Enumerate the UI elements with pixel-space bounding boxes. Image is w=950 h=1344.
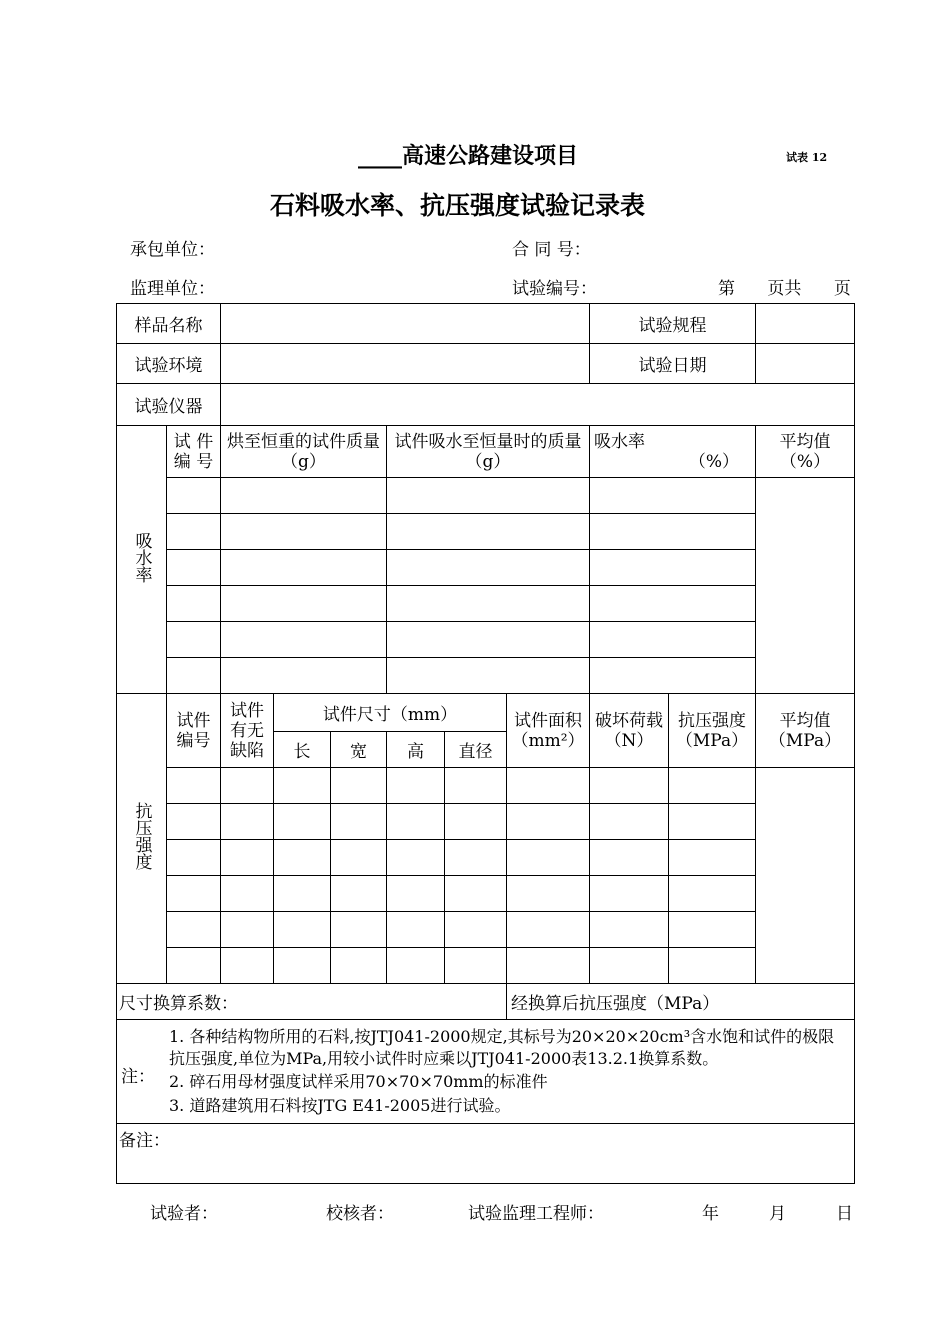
abs-cell[interactable] [387,622,590,658]
abs-cell[interactable] [387,514,590,550]
record-table [116,303,855,1184]
comp-cell[interactable] [167,840,221,876]
notes-body [169,1026,854,1118]
comp-col-strength: 抗压强度（MPa） [669,694,756,768]
comp-cell[interactable] [669,768,756,804]
size-factor-label: 尺寸换算系数： [117,984,507,1020]
absorption-section [117,426,167,694]
comp-cell[interactable] [387,768,445,804]
comp-col-hgt: 高 [387,732,445,768]
abs-col-rate [590,426,756,478]
abs-cell[interactable] [387,478,590,514]
comp-cell[interactable] [669,840,756,876]
abs-cell[interactable] [387,586,590,622]
compression-section [117,694,167,984]
comp-cell[interactable] [445,912,507,948]
day-label: 日 [836,1204,853,1224]
abs-cell[interactable] [221,514,387,550]
contractor-label: 承包单位： [130,240,215,260]
comp-col-id: 试件编号 [167,694,221,768]
compression-section-label: 抗压强度 [131,802,152,870]
abs-cell[interactable] [167,586,221,622]
abs-cell[interactable] [221,658,387,694]
comp-cell[interactable] [445,840,507,876]
month-label: 月 [769,1204,786,1224]
comp-cell[interactable] [274,948,331,984]
abs-cell[interactable] [221,478,387,514]
comp-cell[interactable] [590,804,669,840]
comp-cell[interactable] [590,768,669,804]
sample-name-value[interactable] [221,304,590,344]
tester-label: 试验者： [150,1204,218,1224]
comp-cell[interactable] [331,840,387,876]
project-name: 高速公路建设项目 [402,143,579,169]
comp-cell[interactable] [221,804,274,840]
comp-col-size: 试件尺寸（mm） [274,694,507,732]
comp-cell[interactable] [221,876,274,912]
abs-cell[interactable] [167,550,221,586]
comp-cell[interactable] [387,804,445,840]
test-env-value[interactable] [221,344,590,384]
comp-cell[interactable] [331,804,387,840]
abs-col-id: 试 件 编 号 [167,426,221,478]
comp-cell[interactable] [387,948,445,984]
comp-cell[interactable] [167,912,221,948]
comp-cell[interactable] [387,876,445,912]
abs-cell[interactable] [387,550,590,586]
abs-cell[interactable] [167,514,221,550]
year-label: 年 [702,1204,719,1224]
comp-cell[interactable] [167,804,221,840]
project-title [358,139,578,170]
test-date-value[interactable] [756,344,855,384]
abs-cell[interactable] [387,658,590,694]
abs-avg-cell[interactable] [756,478,855,694]
comp-cell[interactable] [590,876,669,912]
abs-cell[interactable] [590,514,756,550]
comp-cell[interactable] [387,840,445,876]
comp-col-load: 破坏荷载（N） [590,694,669,768]
abs-cell[interactable] [221,550,387,586]
comp-cell[interactable] [274,912,331,948]
comp-cell[interactable] [669,804,756,840]
comp-cell[interactable] [445,804,507,840]
abs-cell[interactable] [590,622,756,658]
comp-cell[interactable] [167,948,221,984]
test-instrument-value[interactable] [221,384,855,426]
page-label: 第 页共 页 [718,279,851,299]
absorption-section-label: 吸水率 [131,531,152,583]
comp-cell[interactable] [445,876,507,912]
supervisor-label: 监理单位： [130,279,215,299]
comp-col-len: 长 [274,732,331,768]
test-standard-value[interactable] [756,304,855,344]
comp-cell[interactable] [590,840,669,876]
test-standard-label: 试验规程 [590,304,756,344]
contract-no-label: 合 同 号： [512,240,591,260]
comp-avg-cell[interactable] [756,768,855,984]
test-no-label: 试验编号： [512,279,597,299]
abs-cell[interactable] [167,478,221,514]
supervisor-engineer-label: 试验监理工程师： [468,1204,604,1224]
comp-cell[interactable] [167,876,221,912]
comp-cell[interactable] [331,912,387,948]
abs-col-rate-label: 吸水率 [594,431,645,452]
comp-cell[interactable] [445,768,507,804]
comp-cell[interactable] [331,876,387,912]
notes-label: 注： [121,1067,155,1087]
comp-cell[interactable] [221,912,274,948]
comp-col-dia: 直径 [445,732,507,768]
comp-cell[interactable] [507,912,590,948]
form-code: 试表 12 [786,151,828,164]
abs-cell[interactable] [167,658,221,694]
converted-strength-label: 经换算后抗压强度（MPa） [507,984,855,1020]
abs-col-rate-unit: （%） [688,451,739,472]
abs-cell[interactable] [590,658,756,694]
comp-cell[interactable] [221,840,274,876]
comp-cell[interactable] [590,912,669,948]
remarks-cell[interactable] [117,1124,855,1184]
comp-cell[interactable] [590,948,669,984]
comp-cell[interactable] [274,804,331,840]
note-3: 3. 道路建筑用石料按JTG E41-2005进行试验。 [169,1095,511,1115]
note-2: 2. 碎石用母材强度试样采用70×70×70mm的标准件 [169,1071,548,1091]
abs-cell[interactable] [590,586,756,622]
comp-cell[interactable] [221,948,274,984]
abs-col-wet: 试件吸水至恒量时的质量（g） [387,426,590,478]
comp-cell[interactable] [331,948,387,984]
project-blank: ____ [358,143,402,169]
comp-col-defect: 试件有无缺陷 [221,694,274,768]
abs-col-avg: 平均值（%） [756,426,855,478]
comp-cell[interactable] [669,948,756,984]
comp-col-wid: 宽 [331,732,387,768]
abs-cell[interactable] [167,622,221,658]
comp-cell[interactable] [331,768,387,804]
comp-cell[interactable] [507,840,590,876]
abs-cell[interactable] [221,586,387,622]
test-env-label: 试验环境 [117,344,221,384]
comp-cell[interactable] [507,876,590,912]
comp-cell[interactable] [507,768,590,804]
comp-cell[interactable] [167,768,221,804]
test-date-label: 试验日期 [590,344,756,384]
remarks-label: 备注： [119,1131,170,1151]
form-title: 石料吸水率、抗压强度试验记录表 [270,191,646,220]
comp-cell[interactable] [669,912,756,948]
comp-cell[interactable] [507,948,590,984]
test-instrument-label: 试验仪器 [117,384,221,426]
comp-cell[interactable] [274,840,331,876]
comp-cell[interactable] [445,948,507,984]
notes-cell [117,1020,855,1124]
abs-cell[interactable] [590,550,756,586]
abs-col-dry: 烘至恒重的试件质量（g） [221,426,387,478]
comp-cell[interactable] [221,768,274,804]
comp-col-avg: 平均值（MPa） [756,694,855,768]
comp-cell[interactable] [274,876,331,912]
comp-cell[interactable] [387,912,445,948]
comp-cell[interactable] [274,768,331,804]
note-1: 1. 各种结构物所用的石料,按JTJ041-2000规定,其标号为20×20×20cm³含水饱和试件的极限抗压强度,单位为MPa,用较小试件时应乘以JTJ041-2000表13.2.1换算系数。 [169,1026,835,1068]
comp-cell[interactable] [507,804,590,840]
abs-cell[interactable] [221,622,387,658]
comp-cell[interactable] [669,876,756,912]
checker-label: 校核者： [326,1204,394,1224]
comp-col-area: 试件面积（mm²） [507,694,590,768]
abs-cell[interactable] [590,478,756,514]
sample-name-label: 样品名称 [117,304,221,344]
